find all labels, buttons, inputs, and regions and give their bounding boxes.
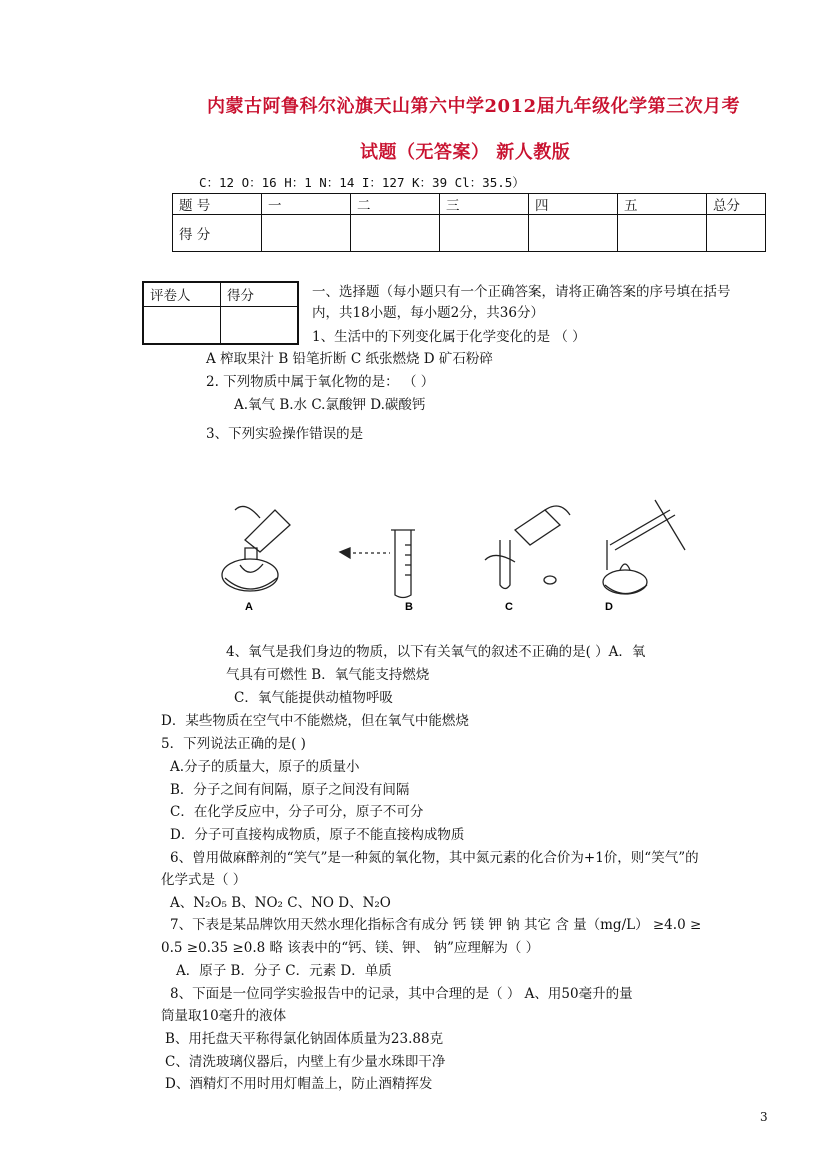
question-3: 3、下列实验操作错误的是 <box>206 426 364 442</box>
title-line-1: 内蒙古阿鲁科尔沁旗天山第六中学2012届九年级化学第三次月考 <box>207 96 741 117</box>
question-5-option-d: D．分子可直接构成物质，原子不能直接构成物质 <box>170 827 465 843</box>
question-5-option-b: B．分子之间有间隔，原子之间没有间隔 <box>170 782 410 798</box>
score-table <box>172 193 766 252</box>
title-line-2: 试题（无答案） 新人教版 <box>360 142 571 163</box>
question-4-line-3: C．氧气能提供动植物呼吸 <box>234 690 393 706</box>
question-7-options: A．原子 B．分子 C．元素 D．单质 <box>176 963 392 979</box>
question-8-line-2: 筒量取10毫升的液体 <box>161 1008 287 1024</box>
lab-operations-figure <box>215 490 695 615</box>
score-header-1: 一 <box>262 194 351 215</box>
score-cell[interactable] <box>440 215 529 252</box>
question-5: 5．下列说法正确的是( ) <box>161 736 306 752</box>
figure-a-alcohol-lamp <box>222 506 290 591</box>
grader-score-label: 得分 <box>221 282 299 306</box>
question-8-option-b: B、用托盘天平称得氯化钠固体质量为23.88克 <box>165 1031 444 1047</box>
question-5-option-c: C．在化学反应中，分子可分，原子不可分 <box>170 804 424 820</box>
figure-label-c: C <box>505 601 513 613</box>
score-cell[interactable] <box>529 215 618 252</box>
score-row-label: 得 分 <box>173 215 262 252</box>
section-heading-line-2: 内，共18小题，每小题2分，共36分） <box>312 305 544 321</box>
page-number: 3 <box>760 1110 768 1124</box>
score-header-5: 五 <box>618 194 707 215</box>
score-header-label: 题 号 <box>173 194 262 215</box>
question-7-line-2: 0.5 ≥0.35 ≥0.8 略 该表中的“钙、镁、钾、 钠”应理解为（ ） <box>161 940 540 956</box>
figure-d-heating-tube <box>603 500 685 594</box>
score-header-4: 四 <box>529 194 618 215</box>
question-7-line-1: 7、下表是某品牌饮用天然水理化指标含有成分 钙 镁 钾 钠 其它 含 量（mg/L） ≥4.0 ≥ <box>170 917 702 933</box>
score-cell[interactable] <box>351 215 440 252</box>
figure-label-b: B <box>405 601 413 613</box>
question-4-line-2: 气具有可燃性 B．氧气能支持燃烧 <box>226 667 430 683</box>
figure-c-pouring-liquid <box>485 506 570 589</box>
section-heading-line-1: 一、选择题（每小题只有一个正确答案，请将正确答案的序号填在括号 <box>312 284 731 300</box>
question-8-option-d: D、酒精灯不用时用灯帽盖上，防止酒精挥发 <box>165 1076 433 1092</box>
question-2-options: A.氧气 B.水 C.氯酸钾 D.碳酸钙 <box>234 397 426 413</box>
figure-b-graduated-cylinder <box>340 530 415 598</box>
grader-table <box>142 281 299 345</box>
question-1-options: A 榨取果汁 B 铅笔折断 C 纸张燃烧 D 矿石粉碎 <box>206 351 493 367</box>
question-8-line-1: 8、下面是一位同学实验报告中的记录，其中合理的是（ ） A、用50毫升的量 <box>170 986 633 1002</box>
grader-label: 评卷人 <box>143 282 221 306</box>
question-4-line-4: D．某些物质在空气中不能燃烧，但在氧气中能燃烧 <box>161 713 469 729</box>
question-2: 2. 下列物质中属于氧化物的是： （ ） <box>206 374 435 390</box>
question-1: 1、生活中的下列变化属于化学变化的是 （ ） <box>312 329 586 345</box>
score-header-3: 三 <box>440 194 529 215</box>
grader-cell[interactable] <box>221 306 299 344</box>
question-6-options: A、N₂O₅ B、NO₂ C、NO D、N₂O <box>170 895 391 911</box>
score-cell[interactable] <box>262 215 351 252</box>
grader-cell[interactable] <box>143 306 221 344</box>
atomic-masses: C：12 O：16 H：1 N：14 I：127 K：39 Cl：35.5） <box>199 175 525 190</box>
score-header-2: 二 <box>351 194 440 215</box>
question-6-line-1: 6、曾用做麻醉剂的“笑气”是一种氮的氧化物，其中氮元素的化合价为+1价，则“笑气”的 <box>170 850 699 866</box>
score-header-total: 总分 <box>707 194 766 215</box>
question-4-line-1: 4、氧气是我们身边的物质，以下有关氧气的叙述不正确的是( ）A．氧 <box>226 644 646 660</box>
question-6-line-2: 化学式是（ ） <box>161 872 247 888</box>
question-5-option-a: A.分子的质量大，原子的质量小 <box>170 759 360 775</box>
score-cell[interactable] <box>618 215 707 252</box>
figure-label-d: D <box>605 601 613 613</box>
score-cell[interactable] <box>707 215 766 252</box>
figure-label-a: A <box>245 601 253 613</box>
question-8-option-c: C、清洗玻璃仪器后，内壁上有少量水珠即干净 <box>165 1054 446 1070</box>
